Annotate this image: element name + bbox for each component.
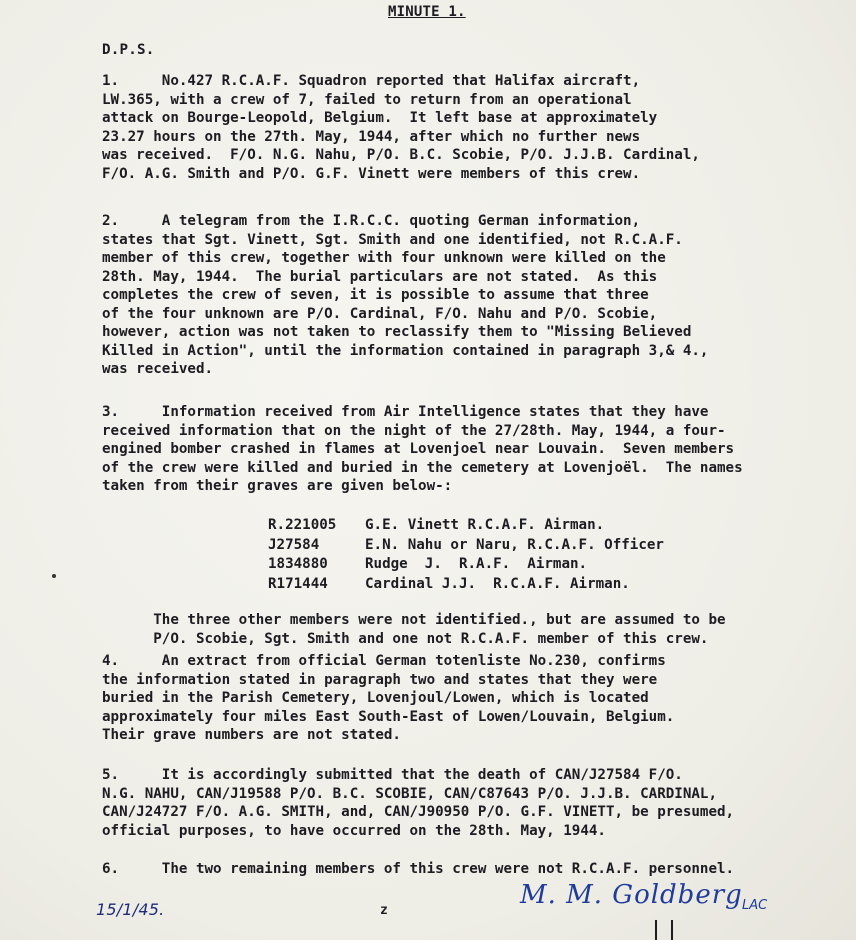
paragraph-line: F/O. A.G. Smith and P/O. G.F. Vinett were members of this crew. bbox=[102, 165, 641, 182]
pen-stroke-mark bbox=[655, 920, 673, 940]
list-item bbox=[268, 536, 664, 556]
paragraph-line: P/O. Scobie, Sgt. Smith and one not R.C.A.F. member of this crew. bbox=[102, 630, 709, 647]
paragraph-line: 4. An extract from official German totenliste No.230, confirms bbox=[102, 653, 666, 669]
paragraph-line: was received. F/O. N.G. Nahu, P/O. B.C. Scobie, P/O. J.J.B. Cardinal, bbox=[102, 147, 700, 163]
paragraph-line: approximately four miles East South-East of Lowen/Louvain, Belgium. bbox=[102, 708, 675, 725]
paragraph-line: 5. It is accordingly submitted that the death of CAN/J27584 F/O. bbox=[102, 767, 683, 783]
list-item bbox=[268, 575, 664, 595]
paragraph-line: the information stated in paragraph two and states that they were bbox=[102, 671, 658, 688]
paragraph-line: Their grave numbers are not stated. bbox=[102, 727, 401, 743]
paragraph-line: The three other members were not identified., but are assumed to be bbox=[102, 612, 726, 628]
paragraph-line: 2. A telegram from the I.R.C.C. quoting German information, bbox=[102, 213, 641, 229]
service-number: J27584 bbox=[268, 536, 320, 553]
paragraph-line: N.G. NAHU, CAN/J19588 P/O. B.C. SCOBIE, CAN/C87643 P/O. J.J.B. CARDINAL, bbox=[102, 785, 717, 802]
grave-entry: Cardinal J.J. R.C.A.F. Airman. bbox=[365, 575, 630, 592]
grave-names-list bbox=[268, 516, 664, 594]
paragraph-unidentified bbox=[102, 611, 822, 648]
signature-rank: LAC bbox=[742, 898, 768, 913]
handwritten-signature: M. M. Goldberg bbox=[520, 880, 743, 910]
paragraph-line: 1. No.427 R.C.A.F. Squadron reported that Halifax aircraft, bbox=[102, 73, 641, 89]
paragraph-line: member of this crew, together with four unknown were killed on the bbox=[102, 250, 666, 266]
minute-title: MINUTE 1. bbox=[388, 4, 466, 20]
paragraph-6 bbox=[102, 860, 822, 879]
paragraph-line: however, action was not taken to reclassify them to "Missing Believed bbox=[102, 324, 692, 340]
list-item bbox=[268, 555, 664, 575]
paragraph-line: 28th. May, 1944. The burial particulars are not stated. As this bbox=[102, 268, 658, 285]
paragraph-line: received information that on the night of the 27/28th. May, 1944, a four- bbox=[102, 422, 726, 439]
paragraph-line: completes the crew of seven, it is possible to assume that three bbox=[102, 287, 649, 303]
paragraph-4 bbox=[102, 652, 822, 745]
paragraph-line: official purposes, to have occurred on the 28th. May, 1944. bbox=[102, 822, 606, 839]
grave-entry: E.N. Nahu or Naru, R.C.A.F. Officer bbox=[365, 536, 664, 553]
initial-mark: z bbox=[380, 903, 389, 918]
paragraph-5 bbox=[102, 766, 822, 840]
paragraph-1 bbox=[102, 72, 822, 183]
grave-entry: Rudge J. R.A.F. Airman. bbox=[365, 556, 588, 572]
paragraph-3 bbox=[102, 403, 822, 496]
service-number: R171444 bbox=[268, 575, 328, 592]
paragraph-line: 23.27 hours on the 27th. May, 1944, after which no further news bbox=[102, 128, 641, 145]
paragraph-line: states that Sgt. Vinett, Sgt. Smith and one identified, not R.C.A.F. bbox=[102, 231, 683, 248]
service-number: 1834880 bbox=[268, 556, 328, 572]
paragraph-line: of the four unknown are P/O. Cardinal, F/O. Nahu and P/O. Scobie, bbox=[102, 305, 658, 322]
paragraph-line: CAN/J24727 F/O. A.G. SMITH, and, CAN/J90950 P/O. G.F. VINETT, be presumed, bbox=[102, 804, 735, 820]
service-number: R.221005 bbox=[268, 517, 337, 533]
paragraph-line: of the crew were killed and buried in the cemetery at Lovenjoël. The names bbox=[102, 459, 743, 476]
paragraph-line: engined bomber crashed in flames at Lovenjoel near Louvain. Seven members bbox=[102, 441, 735, 457]
grave-entry: G.E. Vinett R.C.A.F. Airman. bbox=[365, 517, 605, 533]
paragraph-line: taken from their graves are given below-: bbox=[102, 478, 453, 494]
paragraph-line: Killed in Action", until the information contained in paragraph 3,& 4., bbox=[102, 342, 709, 359]
paragraph-2 bbox=[102, 212, 822, 379]
paragraph-line: buried in the Parish Cemetery, Lovenjoul/Lowen, which is located bbox=[102, 690, 649, 706]
paragraph-line: was received. bbox=[102, 361, 214, 377]
handwritten-date: 15/1/45. bbox=[96, 900, 165, 919]
paragraph-line: attack on Bourge-Leopold, Belgium. It left base at approximately bbox=[102, 110, 658, 126]
margin-dot bbox=[52, 574, 56, 578]
paragraph-line: 3. Information received from Air Intelligence states that they have bbox=[102, 404, 709, 420]
paragraph-line: 6. The two remaining members of this crew were not R.C.A.F. personnel. bbox=[102, 861, 735, 877]
addressee-heading: D.P.S. bbox=[102, 42, 155, 58]
list-item bbox=[268, 516, 664, 536]
paragraph-line: LW.365, with a crew of 7, failed to return from an operational bbox=[102, 91, 632, 108]
